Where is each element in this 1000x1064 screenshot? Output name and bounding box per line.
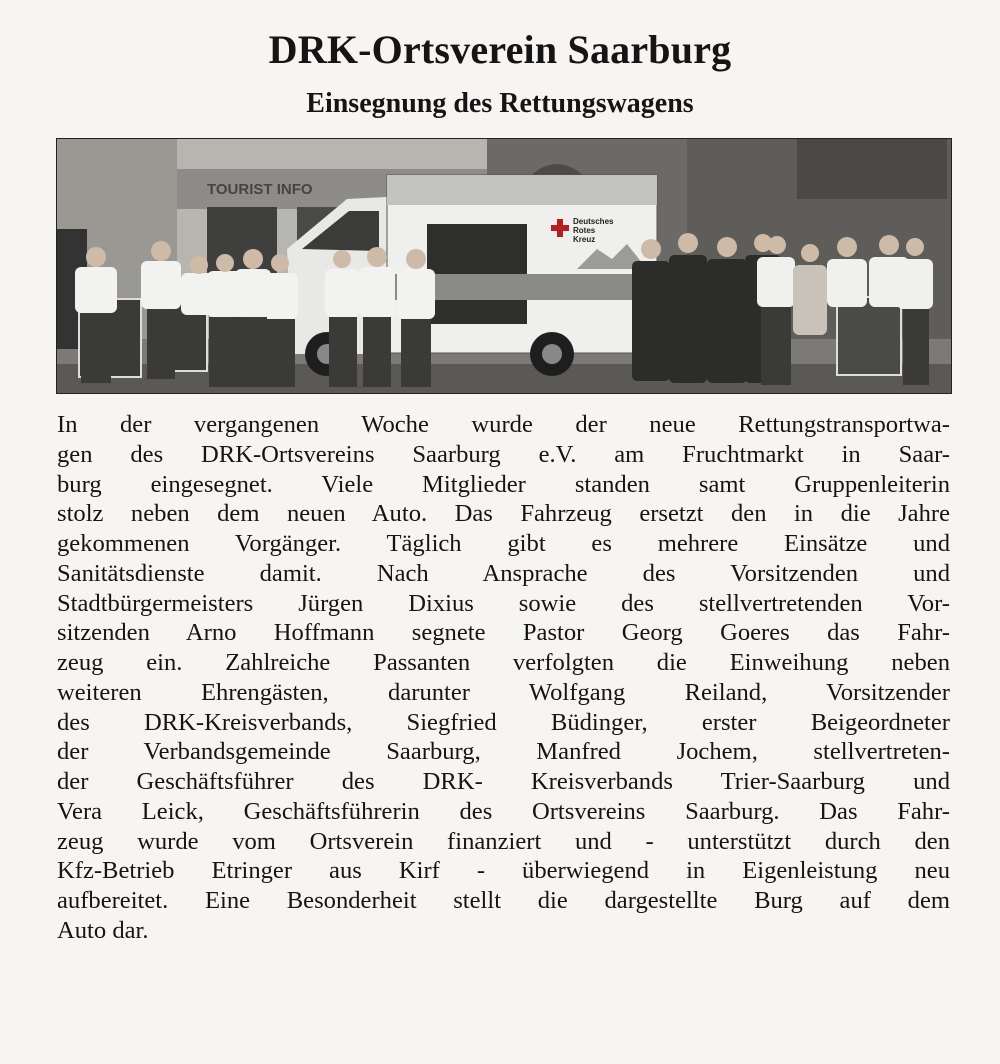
vehicle-logo-line1: Deutsches	[573, 217, 614, 226]
info-board-right	[837, 297, 901, 375]
headline: DRK-Ortsverein Saarburg	[268, 27, 732, 72]
ambulance-dedication-photo	[56, 138, 952, 394]
article-line: Stadtbürgermeisters Jürgen Dixius sowie des stellvertretenden Vor-	[57, 589, 950, 617]
vehicle-logo-line3: Kreuz	[573, 235, 596, 244]
article-line: sitzenden Arno Hoffmann segnete Pastor Georg Goeres das Fahr-	[57, 619, 950, 647]
article-line: gekommenen Vorgänger. Täglich gibt es mehrere Einsätze und	[57, 530, 950, 557]
article-line: Vera Leick, Geschäftsführerin des Ortsvereins Saarburg. Das Fahr-	[57, 797, 950, 825]
article-line: Sanitätsdienste damit. Nach Ansprache des Vorsitzenden und	[57, 559, 950, 587]
vehicle-logo-line2: Rotes	[573, 226, 596, 235]
article-line: weiteren Ehrengästen, darunter Wolfgang Reiland, Vorsitzender	[57, 678, 950, 706]
article-line: zeug wurde vom Ortsverein finanziert und - unterstützt durch den	[57, 827, 950, 855]
article-line: Kfz-Betrieb Etringer aus Kirf - überwiegend in Eigenleistung neu	[57, 857, 950, 885]
article-line: aufbereitet. Eine Besonderheit stellt die dargestellte Burg auf dem	[57, 887, 950, 914]
storefront-sign: TOURIST INFO	[207, 181, 313, 198]
article-line: des DRK-Kreisverbands, Siegfried Büdinger, erster Beigeordneter	[57, 708, 950, 736]
article-line: gen des DRK-Ortsvereins Saarburg e.V. am Fruchtmarkt in Saar-	[57, 440, 950, 468]
subheadline: Einsegnung des Rettungswagens	[306, 88, 694, 119]
article-line: stolz neben dem neuen Auto. Das Fahrzeug ersetzt den in die Jahre	[57, 500, 950, 528]
article-line: In der vergangenen Woche wurde der neue Rettungstransportwa-	[57, 411, 950, 438]
article-line: zeug ein. Zahlreiche Passanten verfolgten die Einweihung neben	[57, 649, 950, 676]
article-line: der Verbandsgemeinde Saarburg, Manfred Jochem, stellvertreten-	[57, 738, 950, 766]
article-line: burg eingesegnet. Viele Mitglieder standen samt Gruppenleiterin	[57, 470, 950, 498]
article-line: der Geschäftsführer des DRK- Kreisverbands Trier-Saarburg und	[57, 768, 950, 795]
article-line: Auto dar.	[57, 916, 149, 944]
article-body	[57, 410, 950, 946]
